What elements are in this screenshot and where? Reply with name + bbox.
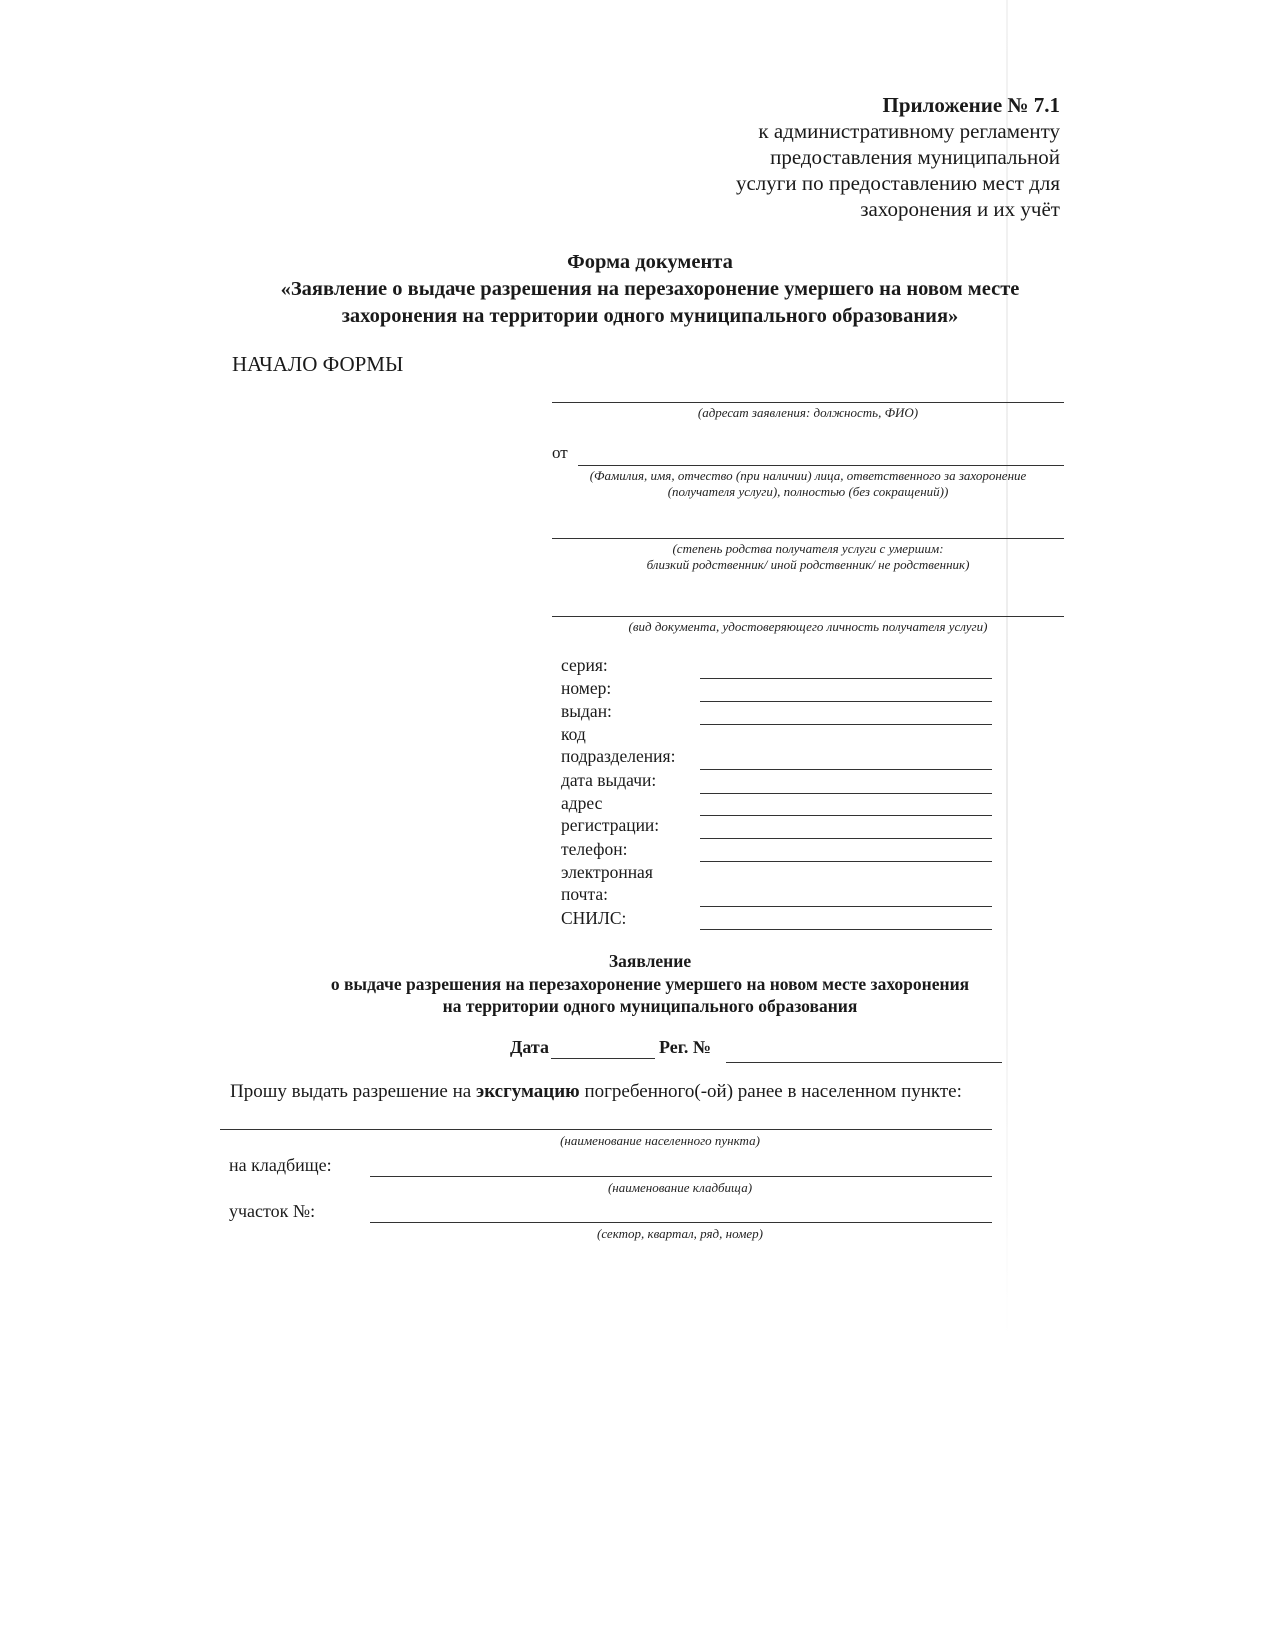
reg-number-label: Рег. № [659, 1037, 711, 1057]
addressee-caption: (адресат заявления: должность, ФИО) [697, 405, 919, 420]
appendix-line: захоронения и их учёт [860, 197, 1060, 221]
id-document-line[interactable] [552, 616, 1064, 617]
statement-title-line: о выдаче разрешения на перезахоронение умершего на новом месте захоронения [330, 973, 970, 994]
division-code-label [561, 723, 675, 767]
appendix-line: предоставления муниципальной [770, 145, 1060, 169]
form-start-label: НАЧАЛО ФОРМЫ [232, 352, 404, 376]
title-line: Форма документа [567, 251, 733, 273]
appendix-line: услуги по предоставлению мест для [735, 171, 1060, 195]
from-label: от [552, 443, 568, 462]
issued-label: выдан: [561, 701, 612, 721]
relation-caption-line: близкий родственник/ иной родственник/ не родственник) [646, 557, 970, 572]
email-field[interactable] [700, 906, 992, 907]
settlement-caption: (наименование населенного пункта) [560, 1133, 760, 1148]
relation-caption-line: (степень родства получателя услуги с умершим: [672, 541, 944, 556]
appendix-block [640, 92, 1060, 222]
request-text [230, 1081, 962, 1103]
issue-date-label: дата выдачи: [561, 770, 657, 790]
settlement-field[interactable] [220, 1129, 992, 1130]
plot-label: участок №: [229, 1201, 316, 1221]
statement-title-line: на территории одного муниципального образования [442, 996, 858, 1016]
appendix-number: Приложение № 7.1 [882, 93, 1060, 117]
request-text-emphasis: эксгумацию [475, 1081, 580, 1102]
applicant-caption [548, 468, 1068, 500]
email-label [561, 861, 653, 905]
plot-field[interactable] [370, 1222, 992, 1223]
phone-field[interactable] [700, 861, 992, 862]
relation-line[interactable] [552, 538, 1064, 539]
title-line: захоронения на территории одного муниципального образования» [341, 305, 959, 327]
id-document-caption: (вид документа, удостоверяющего личность получателя услуги) [628, 619, 988, 634]
date-field[interactable] [551, 1058, 655, 1059]
document-title [230, 249, 1070, 330]
applicant-caption-line: (получателя услуги), полностью (без сокращений)) [667, 484, 949, 499]
issue-date-field[interactable] [700, 793, 992, 794]
snils-field[interactable] [700, 929, 992, 930]
cemetery-label: на кладбище: [229, 1155, 332, 1175]
division-code-label-line: код [561, 724, 586, 744]
addressee-line[interactable] [552, 402, 1064, 403]
registration-address-field-2[interactable] [700, 838, 992, 839]
title-line: «Заявление о выдаче разрешения на перезахоронение умершего на новом месте [280, 278, 1020, 300]
applicant-line[interactable] [578, 465, 1064, 466]
snils-label: СНИЛС: [561, 908, 627, 928]
number-label: номер: [561, 678, 612, 698]
registration-address-field-1[interactable] [700, 815, 992, 816]
reg-number-field[interactable] [726, 1062, 1002, 1063]
applicant-caption-line: (Фамилия, имя, отчество (при наличии) лица, ответственного за захоронение [589, 468, 1027, 483]
registration-address-label-line: адрес [561, 793, 603, 813]
request-text-part: Прошу выдать разрешение на [230, 1081, 476, 1102]
number-field[interactable] [700, 701, 992, 702]
relation-caption [552, 541, 1064, 573]
phone-label: телефон: [561, 839, 628, 859]
statement-title-line: Заявление [608, 951, 692, 971]
series-field[interactable] [700, 678, 992, 679]
registration-address-label [561, 792, 659, 836]
registration-address-label-line: регистрации: [561, 815, 660, 835]
cemetery-field[interactable] [370, 1176, 992, 1177]
cemetery-caption: (наименование кладбища) [607, 1180, 753, 1195]
email-label-line: электронная [561, 862, 653, 882]
division-code-field[interactable] [700, 769, 992, 770]
division-code-label-line: подразделения: [561, 746, 676, 766]
date-label: Дата [510, 1037, 549, 1057]
appendix-line: к административному регламенту [758, 119, 1060, 143]
series-label: серия: [561, 655, 608, 675]
email-label-line: почта: [561, 884, 608, 904]
issued-field[interactable] [700, 724, 992, 725]
request-text-part: погребенного(-ой) ранее в населенном пункте: [579, 1081, 962, 1102]
plot-caption: (сектор, квартал, ряд, номер) [597, 1226, 763, 1241]
statement-title [230, 950, 1070, 1018]
